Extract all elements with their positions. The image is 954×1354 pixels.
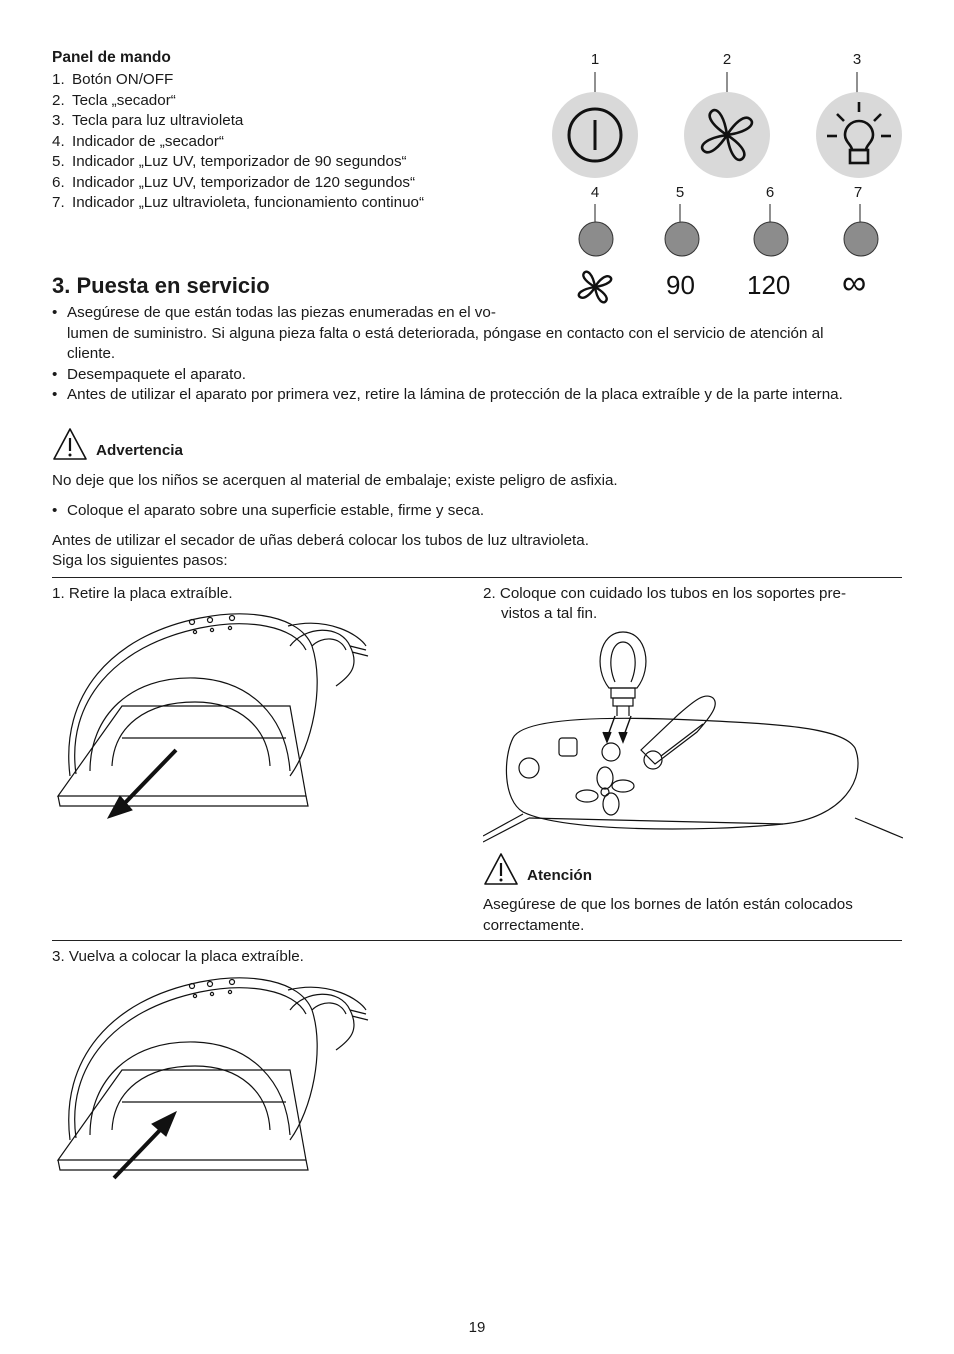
step-2-text-line2: vistos a tal fin.: [501, 605, 598, 622]
nail-dryer-insert-illustration: [50, 970, 380, 1188]
label-7: 7: [853, 184, 863, 201]
label-1: 1: [590, 51, 600, 68]
divider: [52, 940, 902, 941]
panel-title: Panel de mando: [52, 49, 171, 66]
display-120: 120: [747, 270, 791, 300]
uv-tube-insert-illustration: [483, 628, 903, 846]
list-item: • Antes de utilizar el aparato por primera vez, retire la lámina de protección de la placa extraíble y de la parte interna.: [52, 385, 912, 406]
display-infinity: ∞: [842, 264, 867, 302]
bullet-list: [52, 303, 912, 406]
led-90: [665, 222, 699, 256]
led-dryer: [579, 222, 613, 256]
warning-title: Advertencia: [96, 442, 183, 459]
step-3-text: 3. Vuelva a colocar la placa extraíble.: [52, 948, 304, 965]
label-3: 3: [852, 51, 862, 68]
led-120: [754, 222, 788, 256]
divider: [52, 577, 902, 578]
label-2: 2: [722, 51, 732, 68]
attention-text-line1: Asegúrese de que los bornes de latón están colocados: [483, 896, 853, 913]
label-5: 5: [675, 184, 685, 201]
list-item: 3. Tecla para luz ultravioleta: [52, 112, 244, 129]
list-item: 5. Indicador „Luz UV, temporizador de 90 segundos“: [52, 153, 407, 170]
bullet-surface: • Coloque el aparato sobre una superficie estable, firme y seca.: [52, 502, 485, 519]
warning-triangle-icon: [52, 427, 88, 461]
control-panel-diagram: [540, 40, 920, 310]
label-4: 4: [590, 184, 600, 201]
display-90: 90: [666, 270, 695, 300]
nail-dryer-remove-illustration: [50, 606, 380, 824]
attention-heading: [483, 852, 592, 886]
step-2-text-line1: 2. Coloque con cuidado los tubos en los soportes pre-: [483, 585, 847, 602]
list-item: • Asegúrese de que están todas las piezas enumeradas en el vo- lumen de suministro. Si alguna pieza falta o está deteriorada, póngase en contacto con el servicio de atención al cliente.: [52, 303, 912, 365]
attention-text-line2: correctamente.: [483, 917, 585, 934]
list-item: 4. Indicador de „secador“: [52, 132, 224, 150]
label-6: 6: [765, 184, 775, 201]
list-item: 1. Botón ON/OFF: [52, 71, 174, 88]
section-title: 3. Puesta en servicio: [52, 273, 270, 298]
step-1-text: 1. Retire la placa extraíble.: [52, 585, 233, 602]
warning-text: No deje que los niños se acerquen al material de embalaje; existe peligro de asfixia.: [52, 472, 618, 489]
fan-icon: [576, 767, 634, 815]
intro-line2: Siga los siguientes pasos:: [52, 552, 228, 569]
warning-triangle-icon: [483, 852, 519, 886]
fan-icon: [684, 92, 770, 178]
attention-title: Atención: [527, 867, 592, 884]
led-continuous: [844, 222, 878, 256]
page-number: 19: [468, 1319, 486, 1336]
panel-list: [52, 70, 424, 214]
uv-lamp-icon: [816, 92, 902, 178]
list-item: • Desempaquete el aparato.: [52, 365, 912, 386]
fan-icon: [579, 272, 611, 303]
list-item: 6. Indicador „Luz UV, temporizador de 120 segundos“: [52, 173, 416, 191]
intro-line1: Antes de utilizar el secador de uñas deberá colocar los tubos de luz ultravioleta.: [52, 532, 589, 549]
power-icon: [552, 92, 638, 178]
warning-heading: [52, 427, 183, 461]
list-item: 7. Indicador „Luz ultravioleta, funcionamiento continuo“: [52, 194, 425, 211]
list-item: 2. Tecla „secador“: [52, 91, 176, 109]
